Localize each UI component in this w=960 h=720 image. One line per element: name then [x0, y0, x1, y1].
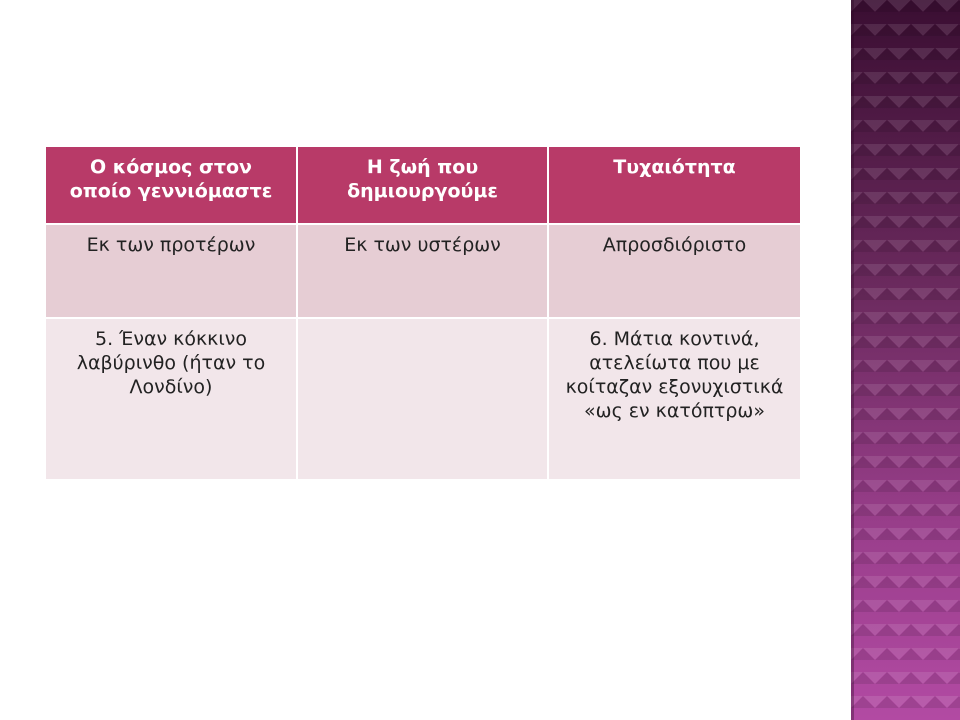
- side-band-edge: [851, 0, 854, 720]
- table-cell: 5. Έναν κόκκινο λαβύρινθο (ήταν το Λονδίνο): [46, 318, 297, 480]
- header-cell-life: Η ζωή που δημιουργούμε: [297, 147, 548, 224]
- table-row: [46, 224, 800, 318]
- table-cell: Εκ των προτέρων: [46, 224, 297, 318]
- table-cell: 6. Μάτια κοντινά, ατελείωτα που με κοίταζαν εξονυχιστικά «ως εν κατόπτρω»: [548, 318, 800, 480]
- table-cell: [297, 318, 548, 480]
- table-cell: Απροσδιόριστο: [548, 224, 800, 318]
- content-table: [46, 147, 800, 481]
- table-header-row: [46, 147, 800, 224]
- header-cell-world: Ο κόσμος στον οποίο γεννιόμαστε: [46, 147, 297, 224]
- header-cell-randomness: Τυχαιότητα: [548, 147, 800, 224]
- table-row: [46, 318, 800, 480]
- table-cell: Εκ των υστέρων: [297, 224, 548, 318]
- decorative-side-band: [851, 0, 960, 720]
